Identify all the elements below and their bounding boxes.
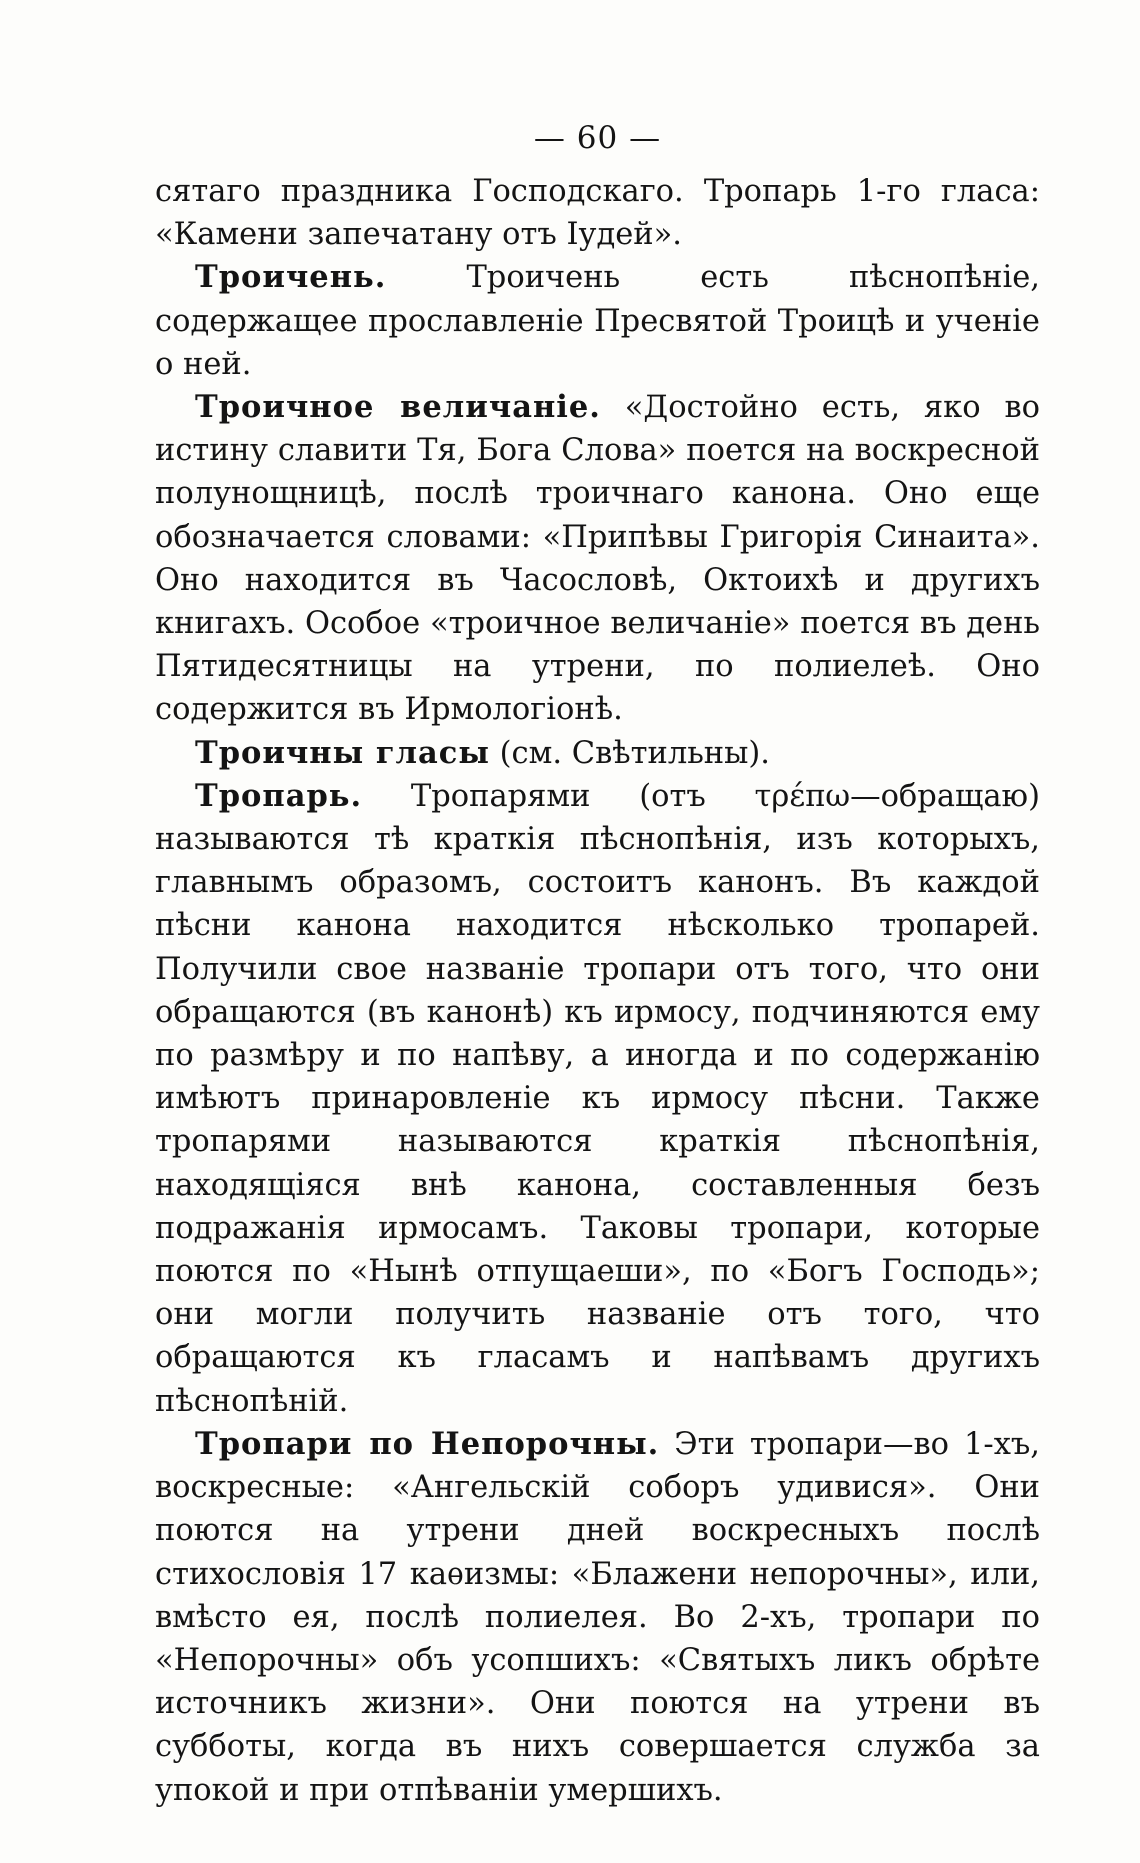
entry-text: Троичень есть пѣснопѣніе, содержащее прославленіе Пресвятой Троицѣ и ученіе о ней.	[155, 260, 1040, 382]
entry-troichen	[155, 256, 1040, 386]
entry-text: Эти тропари—во 1-хъ, воскресные: «Ангельскій соборъ удивися». Они поются на утрени дней воскресныхъ послѣ стихословія 17 каѳизмы: «Блажени непорочны», или, вмѣсто ея, послѣ полиелея. Во 2-хъ, тропари по «Непорочны» объ усопшихъ: «Святыхъ ликъ обрѣте источникъ жизни». Они поются на утрени въ субботы, когда въ нихъ совершается служба за упокой и при отпѣваніи умершихъ.	[155, 1426, 1040, 1808]
paragraph-text: сятаго праздника Господскаго. Тропарь 1-го гласа: «Камени запечатану отъ Іудей».	[155, 174, 1040, 253]
entry-text: «Достойно есть, яко во истину славити Тя, Бога Слова» поется на воскресной полунощницѣ, послѣ троичнаго канона. Оно еще обозначается словами: «Припѣвы Григорія Синаита». Оно находится въ Часословѣ, Октоихѣ и другихъ книгахъ. Особое «троичное величаніе» поется въ день Пятидесятницы на утрени, по полиелеѣ. Оно содержится въ Ирмологіонѣ.	[155, 390, 1040, 728]
entry-tropar	[155, 775, 1040, 1423]
entry-term: Троичень.	[195, 259, 387, 296]
entry-term: Тропарь.	[195, 777, 363, 814]
entry-troichnoe-velichanie	[155, 386, 1040, 732]
entry-term: Троичное величаніе.	[195, 389, 601, 426]
continuation-paragraph	[155, 170, 1040, 256]
entry-troichny-glasy	[155, 732, 1040, 775]
entry-text: Тропарями (отъ τρέπω—обращаю) называются тѣ краткія пѣснопѣнія, изъ которыхъ, главнымъ образомъ, состоитъ канонъ. Въ каждой пѣсни канона находится нѣсколько тропарей. Получили свое названіе тропари отъ того, что они обращаются (въ канонѣ) къ ирмосу, подчиняются ему по размѣру и по напѣву, а иногда и по содержанію имѣютъ принаровленіе къ ирмосу пѣсни. Также тропарями называются краткія пѣснопѣнія, находящіяся внѣ канона, составленныя безъ подражанія ирмосамъ. Таковы тропари, которые поются по «Нынѣ отпущаеши», по «Богъ Господь»; они могли получить названіе отъ того, что обращаются къ гласамъ и напѣвамъ другихъ пѣснопѣній.	[155, 778, 1040, 1419]
entry-text: (см. Свѣтильны).	[489, 735, 771, 771]
entry-tropari-po-neporochny	[155, 1423, 1040, 1812]
page-number: — 60 —	[533, 120, 662, 156]
entry-term: Тропари по Непорочны.	[195, 1425, 660, 1462]
entry-term: Троичны гласы	[195, 734, 490, 771]
